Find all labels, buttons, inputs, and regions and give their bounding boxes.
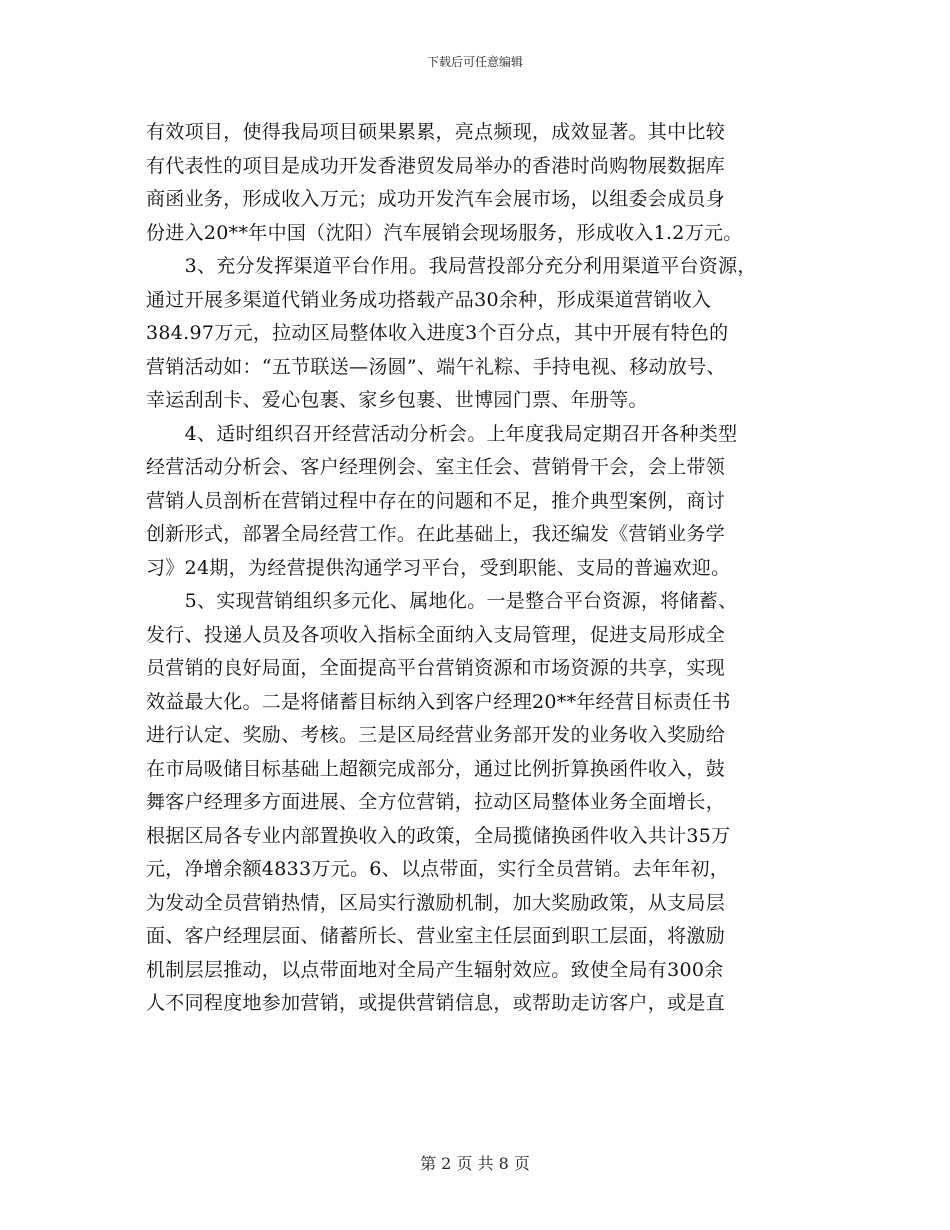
body-line: 创新形式，部署全局经营工作。在此基础上，我还编发《营销业务学 [146,523,726,545]
body-line: 面、客户经理层面、储蓄所长、营业室主任层面到职工层面，将激励 [146,925,726,947]
body-line: 在市局吸储目标基础上超额完成部分，通过比例折算换函件收入，鼓 [146,757,726,780]
body-line: 有效项目，使得我局项目硕果累累，亮点频现，成效显著。其中比较 [146,121,726,143]
document-body [146,116,826,1021]
page-header: 下载后可任意编辑 [426,55,523,69]
body-line: 384.97万元，拉动区局整体收入进度3个百分点，其中开展有特色的 [146,322,729,344]
body-line: 营销人员剖析在营销过程中存在的问题和不足，推介典型案例，商讨 [146,489,726,512]
body-line: 为发动全员营销热情，区局实行激励机制，加大奖励政策，从支局层 [146,891,726,914]
body-line: 人不同程度地参加营销，或提供营销信息，或帮助走访客户，或是直 [146,992,726,1014]
body-line: 进行认定、奖励、考核。三是区局经营业务部开发的业务收入奖励给 [146,724,726,746]
body-line: 效益最大化。二是将储蓄目标纳入到客户经理20**年经营目标责任书 [146,690,731,713]
body-line: 4、适时组织召开经营活动分析会。上年度我局定期召开各种类型 [146,422,738,445]
body-line: 营销活动如：“五节联送—汤圆”、端午礼粽、手持电视、移动放号、 [146,355,726,378]
body-line: 员营销的良好局面，全面提高平台营销资源和市场资源的共享，实现 [146,657,726,679]
body-line: 通过开展多渠道代销业务成功搭载产品30余种，形成渠道营销收入 [146,288,712,311]
page-footer: 第 2 页 共 8 页 [420,1154,530,1173]
body-line: 机制层层推动，以点带面地对全局产生辐射效应。致使全局有300余 [146,958,724,981]
body-line: 习》24期，为经营提供沟通学习平台，受到职能、支局的普遍欢迎。 [146,556,731,579]
body-line: 5、实现营销组织多元化、属地化。一是整合平台资源，将储蓄、 [146,590,738,612]
body-line: 元，净增余额4833万元。6、以点带面，实行全员营销。去年年初， [146,858,730,880]
body-line: 份进入20**年中国（沈阳）汽车展销会现场服务，形成收入1.2万元。 [146,221,743,244]
body-line: 3、充分发挥渠道平台作用。我局营投部分充分利用渠道平台资源， [146,255,757,277]
body-line: 根据区局各专业内部置换收入的政策，全局揽储换函件收入共计35万 [146,824,731,847]
body-line: 商函业务，形成收入万元；成功开发汽车会展市场，以组委会成员身 [146,188,726,210]
body-line: 发行、投递人员及各项收入指标全面纳入支局管理，促进支局形成全 [146,623,726,646]
body-line: 经营活动分析会、客户经理例会、室主任会、营销骨干会，会上带领 [146,456,726,478]
body-line: 幸运刮刮卡、爱心包裹、家乡包裹、世博园门票、年册等。 [146,389,648,411]
body-line: 有代表性的项目是成功开发香港贸发局举办的香港时尚购物展数据库 [146,154,726,177]
body-line: 舞客户经理多方面进展、全方位营销，拉动区局整体业务全面增长， [146,791,726,813]
